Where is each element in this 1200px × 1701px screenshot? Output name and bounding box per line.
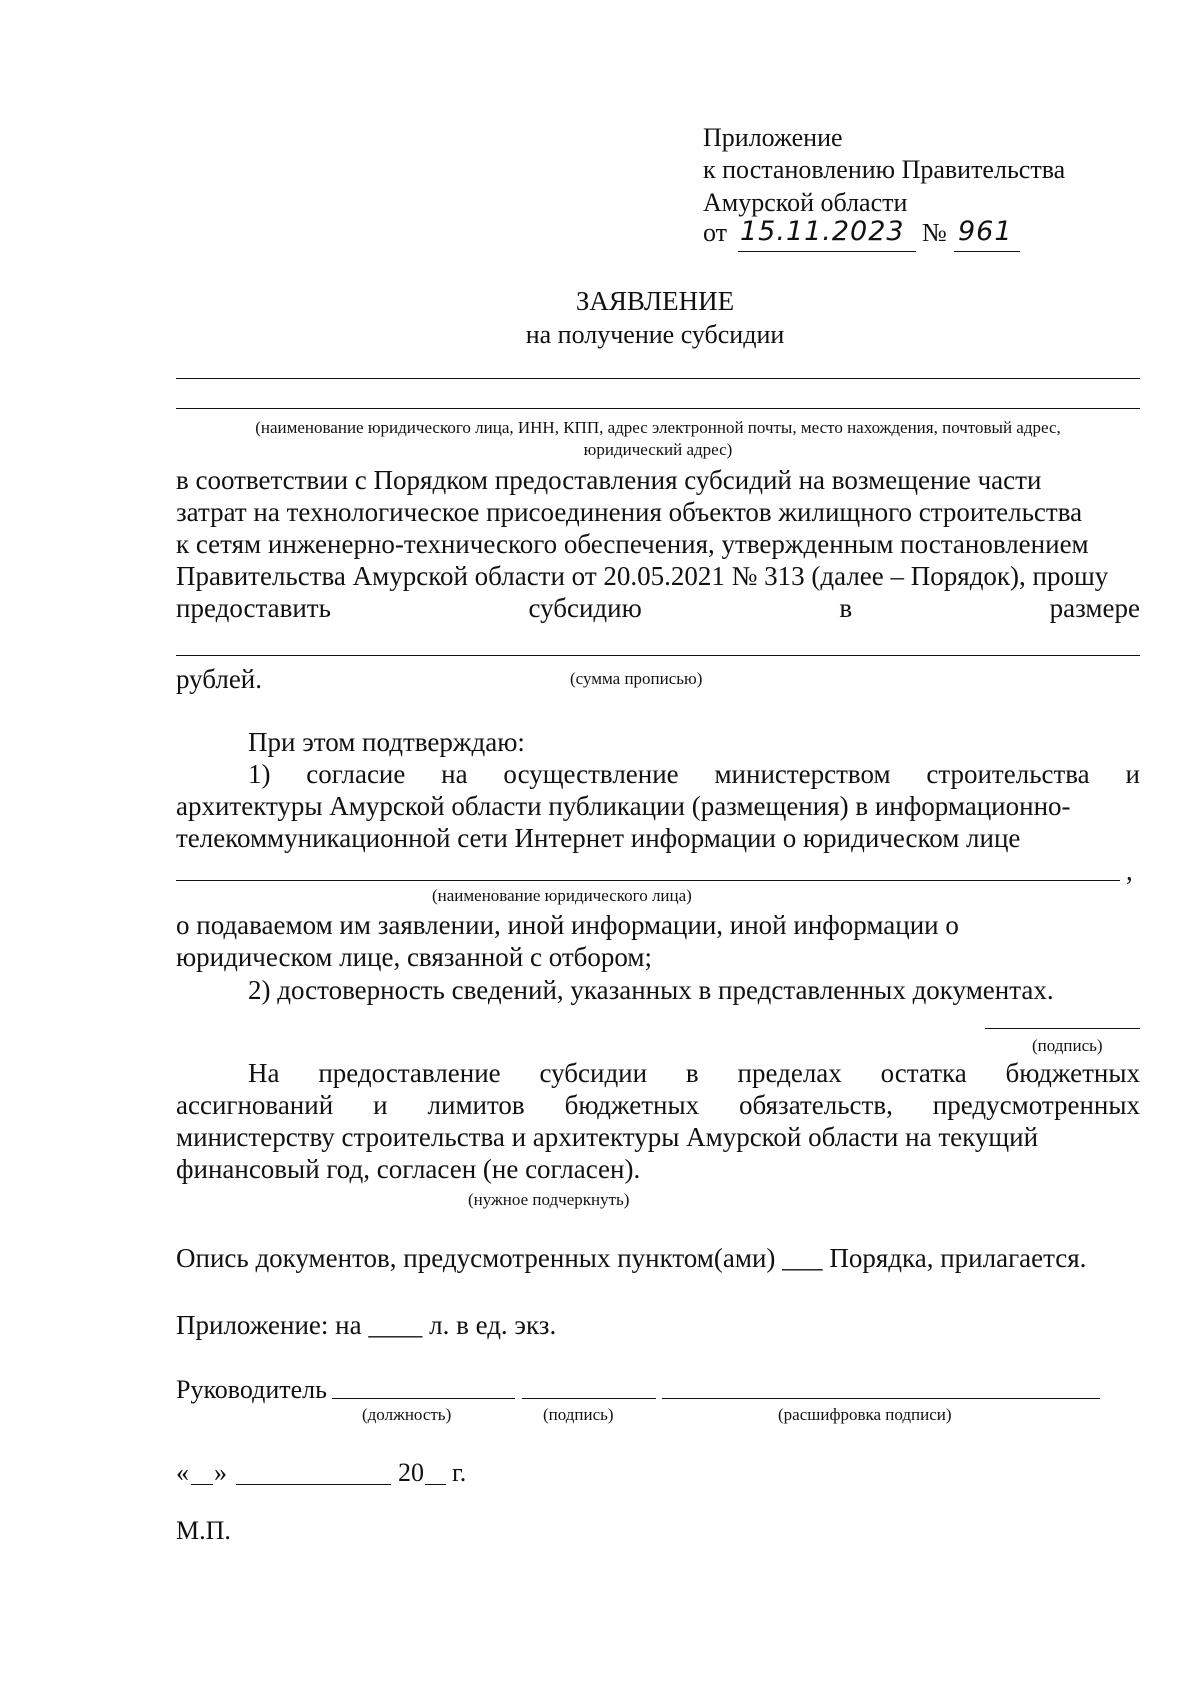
year-line <box>425 1484 446 1485</box>
position-line <box>332 1398 515 1399</box>
applicant-line-1 <box>176 378 1140 379</box>
inventory-line: Опись документов, предусмотренных пунктом(ами) ___ Порядка, прилагается. <box>176 1243 1087 1273</box>
document-title: ЗАЯВЛЕНИЕ <box>575 286 735 316</box>
body-paragraph-1-line-4: Правительства Амурской области от 20.05.2021 № 313 (далее – Порядок), прошу <box>176 561 1109 591</box>
entity-comma: , <box>1126 856 1133 886</box>
paragraph-2-line-1: На предоставление субсидии в пределах остатка бюджетных <box>248 1058 1140 1088</box>
decode-caption: (расшифровка подписи) <box>778 1405 952 1424</box>
rubles-label: рублей. <box>176 664 263 694</box>
entity-name-line <box>176 880 1120 881</box>
body-paragraph-1-line-5: предоставить субсидию в размере <box>176 593 1140 623</box>
item-1-line-5: юридическом лице, связанной с отбором; <box>176 942 652 972</box>
attachment-line: Приложение: на ____ л. в ед. экз. <box>176 1310 557 1340</box>
sum-line <box>176 655 1140 656</box>
item-1-line-3: телекоммуникационной сети Интернет информации о юридическом лице <box>176 823 1021 853</box>
date-open-quote: « <box>176 1458 189 1487</box>
handwritten-number: 961 <box>958 216 1013 247</box>
paragraph-2-line-3: министерству строительства и архитектуры Амурской области на текущий <box>176 1122 1039 1152</box>
header-date-prefix: от <box>703 218 728 247</box>
signature-line <box>985 1028 1140 1029</box>
handwritten-date: 15.11.2023 <box>740 216 905 247</box>
head-signature-line <box>522 1398 656 1399</box>
head-signature-caption: (подпись) <box>543 1405 614 1424</box>
applicant-caption: (наименование юридического лица, ИНН, КПП, адрес электронной почты, место нахождения, почтовый адрес, <box>255 418 1061 437</box>
position-caption: (должность) <box>362 1405 452 1424</box>
date-close-quote: » <box>214 1458 227 1487</box>
signature-caption: (подпись) <box>1032 1036 1103 1055</box>
year-prefix: 20 <box>398 1458 424 1487</box>
applicant-caption-2: юридический адрес) <box>583 440 733 459</box>
item-1-line-1: 1) согласие на осуществление министерством строительства и <box>248 759 1140 789</box>
stamp-place: М.П. <box>176 1516 231 1545</box>
number-underline <box>954 251 1020 252</box>
body-paragraph-1-line-1: в соответствии с Порядком предоставления субсидий на возмещение части <box>176 465 1042 495</box>
entity-caption: (наименование юридического лица) <box>432 886 692 905</box>
header-line-1: Приложение <box>703 123 843 152</box>
date-underline <box>738 251 916 252</box>
body-paragraph-1-line-2: затрат на технологическое присоединения объектов жилищного строительства <box>176 497 1083 527</box>
day-line <box>191 1484 213 1485</box>
header-line-2: к постановлению Правительства <box>703 155 1066 184</box>
header-line-3: Амурской области <box>703 188 908 217</box>
decode-line <box>662 1398 1100 1399</box>
underline-caption: (нужное подчеркнуть) <box>468 1190 630 1209</box>
item-1-line-2: архитектуры Амурской области публикации (размещения) в информационно- <box>176 791 1071 821</box>
sum-caption: (сумма прописью) <box>570 669 703 688</box>
confirm-intro: При этом подтверждаю: <box>248 727 525 757</box>
header-number-prefix: № <box>922 218 947 247</box>
paragraph-2-line-4: финансовый год, согласен (не согласен). <box>176 1154 641 1184</box>
item-2: 2) достоверность сведений, указанных в представленных документах. <box>248 975 1054 1005</box>
month-line <box>236 1484 391 1485</box>
document-subtitle: на получение субсидии <box>525 320 785 349</box>
paragraph-2-line-2: ассигнований и лимитов бюджетных обязательств, предусмотренных <box>176 1090 1140 1120</box>
item-1-line-4: о подаваемом им заявлении, иной информации, иной информации о <box>176 910 959 940</box>
year-suffix: г. <box>452 1458 467 1487</box>
applicant-line-2 <box>176 408 1140 409</box>
head-label: Руководитель <box>176 1375 327 1404</box>
body-paragraph-1-line-3: к сетям инженерно-технического обеспечения, утвержденным постановлением <box>176 529 1089 559</box>
